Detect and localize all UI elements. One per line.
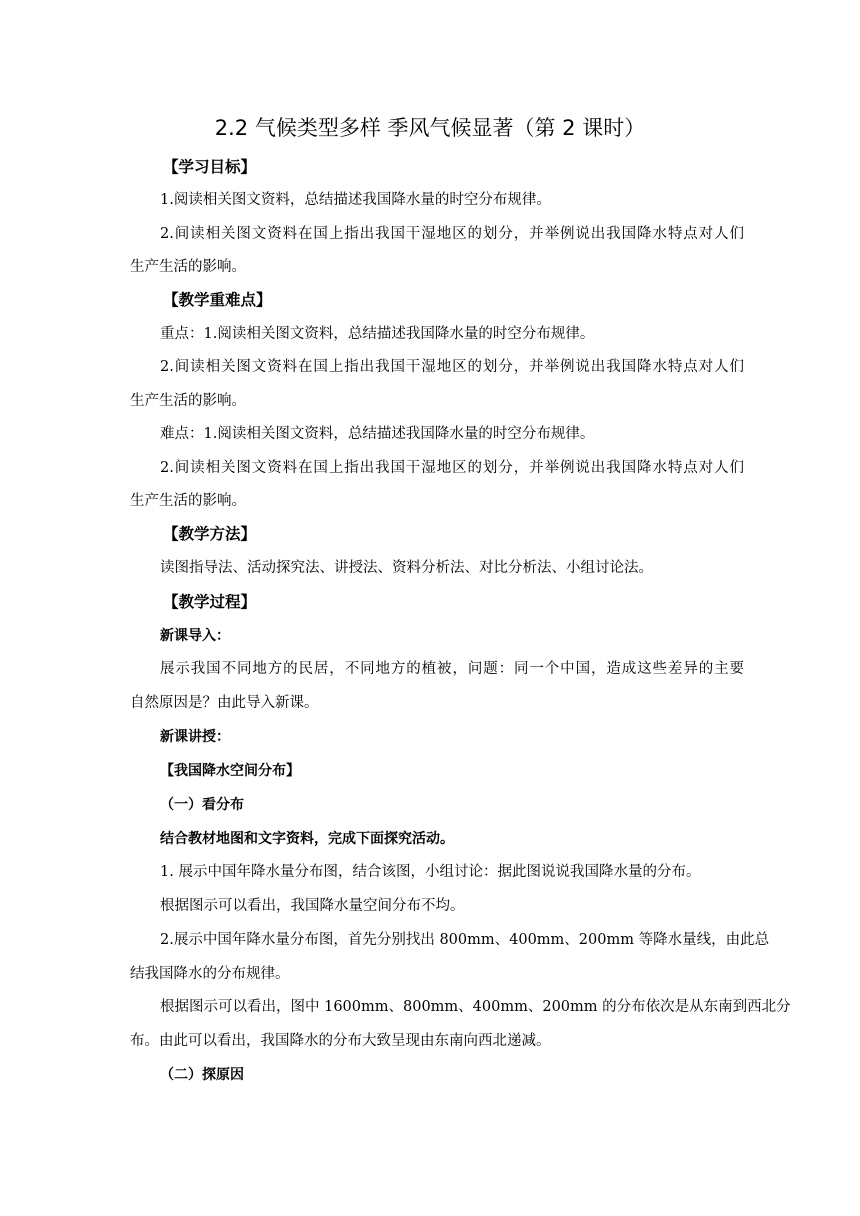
topic-heading: 【我国降水空间分布】 (160, 763, 300, 779)
focus-item-1: 重点：1.阅读相关图文资料，总结描述我国降水量的时空分布规律。 (160, 326, 595, 342)
objectives-heading: 【学习目标】 (163, 158, 257, 176)
difficulty-item-2-line-2: 生产生活的影响。 (130, 493, 246, 509)
process-heading: 【教学过程】 (163, 593, 257, 611)
intro-heading: 新课导入： (160, 628, 230, 644)
answer-1: 根据图示可以看出，我国降水量空间分布不均。 (160, 898, 465, 914)
intro-line-2: 自然原因是？由此导入新课。 (130, 695, 319, 711)
objective-item-1: 1.阅读相关图文资料，总结描述我国降水量的时空分布规律。 (160, 192, 551, 208)
objective-item-2-line-1: 2.间读相关图文资料在国上指出我国干湿地区的划分，并举例说出我国降水特点对人们 (160, 226, 744, 242)
question-1: 1. 展示中国年降水量分布图，结合该图，小组讨论：据此图说说我国降水量的分布。 (160, 864, 701, 880)
methods-heading: 【教学方法】 (163, 525, 257, 543)
lecture-heading: 新课讲授： (160, 729, 230, 745)
question-2-line-1: 2.展示中国年降水量分布图，首先分别找出 800mm、400mm、200mm 等降水量线，由此总 (160, 932, 770, 948)
intro-line-1: 展示我国不同地方的民居，不同地方的植被，问题：同一个中国，造成这些差异的主要 (160, 661, 744, 677)
answer-2-line-1: 根据图示可以看出，图中 1600mm、800mm、400mm、200mm 的分布依次是从东南到西北分 (160, 999, 791, 1015)
answer-2-line-2: 布。由此可以看出，我国降水的分布大致呈现由东南向西北递减。 (130, 1033, 551, 1049)
key-points-heading: 【教学重难点】 (163, 291, 272, 309)
subsection-2-heading: （二）探原因 (160, 1067, 244, 1083)
activity-instruction: 结合教材地图和文字资料，完成下面探究活动。 (160, 831, 454, 847)
objective-item-2-line-2: 生产生活的影响。 (130, 259, 246, 275)
question-2-line-2: 结我国降水的分布规律。 (130, 966, 290, 982)
difficulty-item-1: 难点：1.阅读相关图文资料，总结描述我国降水量的时空分布规律。 (160, 426, 595, 442)
methods-text: 读图指导法、活动探究法、讲授法、资料分析法、对比分析法、小组讨论法。 (160, 560, 653, 576)
page-title: 2.2 气候类型多样 季风气候显著（第 2 课时） (214, 116, 646, 140)
difficulty-item-2-line-1: 2.间读相关图文资料在国上指出我国干湿地区的划分，并举例说出我国降水特点对人们 (160, 460, 744, 476)
focus-item-2-line-2: 生产生活的影响。 (130, 393, 246, 409)
subsection-1-heading: （一）看分布 (160, 797, 244, 813)
focus-item-2-line-1: 2.间读相关图文资料在国上指出我国干湿地区的划分，并举例说出我国降水特点对人们 (160, 359, 744, 375)
